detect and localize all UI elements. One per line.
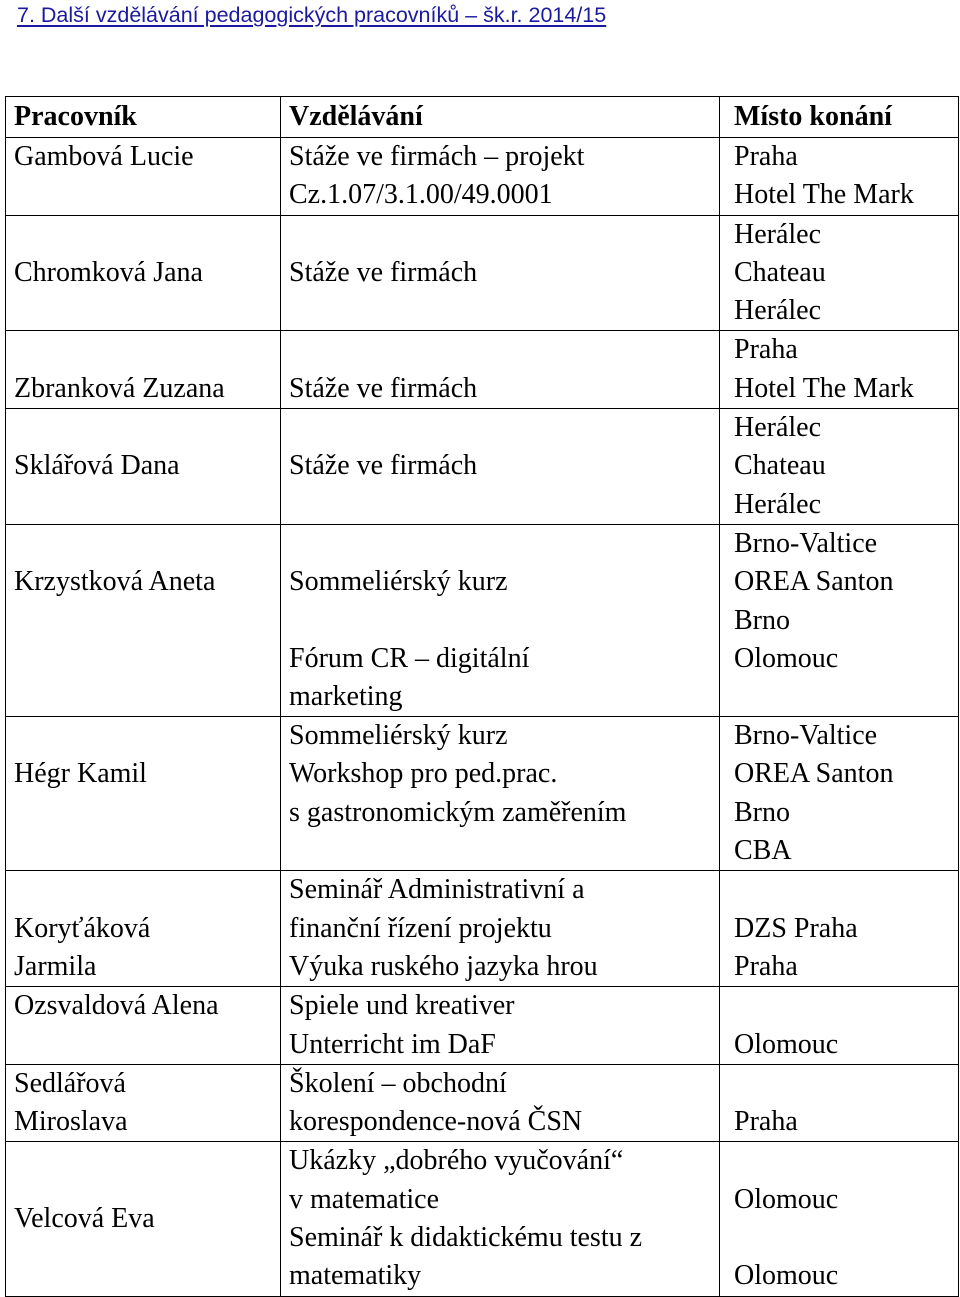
table-row [6,1142,959,1296]
education-cell: Školení – obchodní korespondence-nová ČSN [281,1064,720,1142]
table-row [6,1064,959,1142]
table-row [6,138,959,216]
section-heading: 7. Další vzdělávání pedagogických pracovníků – šk.r. 2014/15 [17,3,607,27]
education-table [5,96,959,1297]
place-cell: Praha [720,1064,959,1142]
education-cell: Sommeliérský kurz Fórum CR – digitální marketing [281,524,720,716]
worker-cell: Velcová Eva [6,1142,281,1296]
table-row [6,409,959,525]
table-header-row [6,97,959,138]
education-cell: Stáže ve firmách [281,331,720,409]
place-cell: Brno-Valtice OREA Santon Brno Olomouc [720,524,959,716]
place-cell: Brno-Valtice OREA Santon Brno CBA [720,717,959,871]
table-row [6,524,959,716]
education-cell: Stáže ve firmách [281,215,720,331]
place-cell: Olomouc [720,987,959,1065]
place-cell: Herálec Chateau Herálec [720,409,959,525]
place-cell: Praha Hotel The Mark [720,138,959,216]
worker-cell: Sklářová Dana [6,409,281,525]
header-education: Vzdělávání [281,97,720,138]
education-cell: Ukázky „dobrého vyučování“ v matematice Seminář k didaktickému testu z matematiky [281,1142,720,1296]
header-place: Místo konání [720,97,959,138]
worker-cell: Gambová Lucie [6,138,281,216]
table-row [6,717,959,871]
worker-cell: Sedlářová Miroslava [6,1064,281,1142]
worker-cell: Hégr Kamil [6,717,281,871]
education-cell: Spiele und kreativer Unterricht im DaF [281,987,720,1065]
worker-cell: Zbranková Zuzana [6,331,281,409]
place-cell: Praha Hotel The Mark [720,331,959,409]
place-cell: Herálec Chateau Herálec [720,215,959,331]
education-cell: Stáže ve firmách [281,409,720,525]
education-cell: Stáže ve firmách – projekt Cz.1.07/3.1.00/49.0001 [281,138,720,216]
place-cell: DZS Praha Praha [720,871,959,987]
worker-cell: Ozsvaldová Alena [6,987,281,1065]
place-cell: Olomouc Olomouc [720,1142,959,1296]
table-row [6,871,959,987]
worker-cell: Koryťáková Jarmila [6,871,281,987]
education-cell: Seminář Administrativní a finanční řízení projektu Výuka ruského jazyka hrou [281,871,720,987]
education-cell: Sommeliérský kurz Workshop pro ped.prac. s gastronomickým zaměřením [281,717,720,871]
header-worker: Pracovník [6,97,281,138]
worker-cell: Krzystková Aneta [6,524,281,716]
table-row [6,215,959,331]
table-row [6,987,959,1065]
worker-cell: Chromková Jana [6,215,281,331]
table-row [6,331,959,409]
